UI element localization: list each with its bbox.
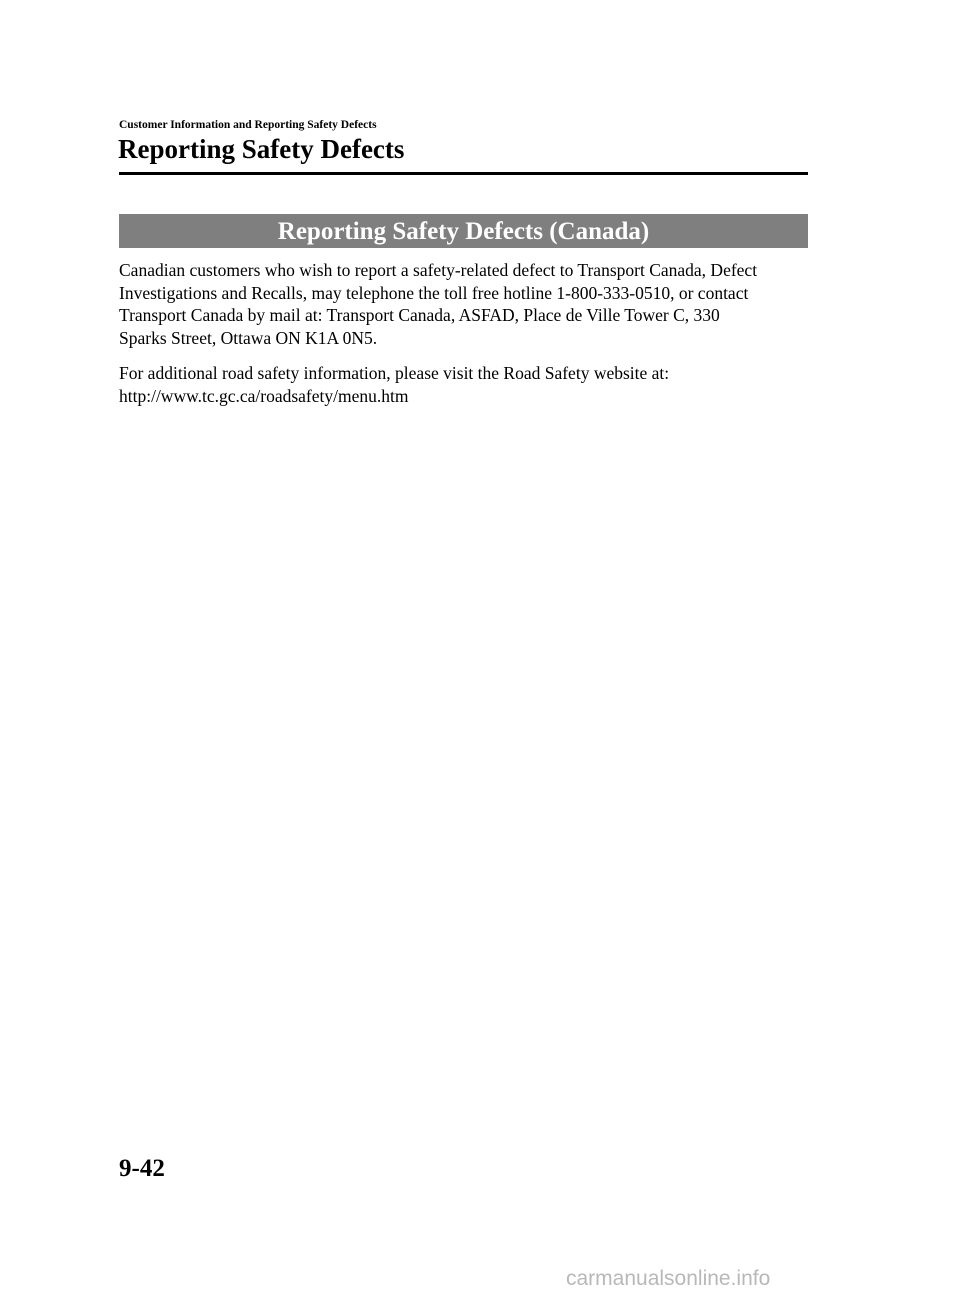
paragraph-line: Investigations and Recalls, may telephone the toll free hotline 1-800-333-0510, or contact — [119, 282, 749, 303]
watermark: carmanualsonline.info — [566, 1267, 771, 1290]
title-divider — [119, 172, 808, 175]
road-safety-url: http://www.tc.gc.ca/roadsafety/menu.htm — [119, 385, 409, 406]
section-heading: Reporting Safety Defects (Canada) — [119, 214, 808, 248]
page-number: 9-42 — [119, 1155, 165, 1182]
breadcrumb: Customer Information and Reporting Safety Defects — [119, 119, 377, 131]
paragraph-line: For additional road safety information, please visit the Road Safety website at: — [119, 363, 670, 383]
page-title: Reporting Safety Defects — [118, 134, 405, 164]
paragraph-road-safety — [119, 362, 819, 407]
paragraph-line: Canadian customers who wish to report a safety-related defect to Transport Canada, Defect — [119, 260, 758, 280]
paragraph-line: Transport Canada by mail at: Transport Canada, ASFAD, Place de Ville Tower C, 330 — [119, 305, 720, 325]
paragraph-canada-contact — [119, 259, 819, 349]
paragraph-line: Sparks Street, Ottawa ON K1A 0N5. — [119, 327, 378, 348]
